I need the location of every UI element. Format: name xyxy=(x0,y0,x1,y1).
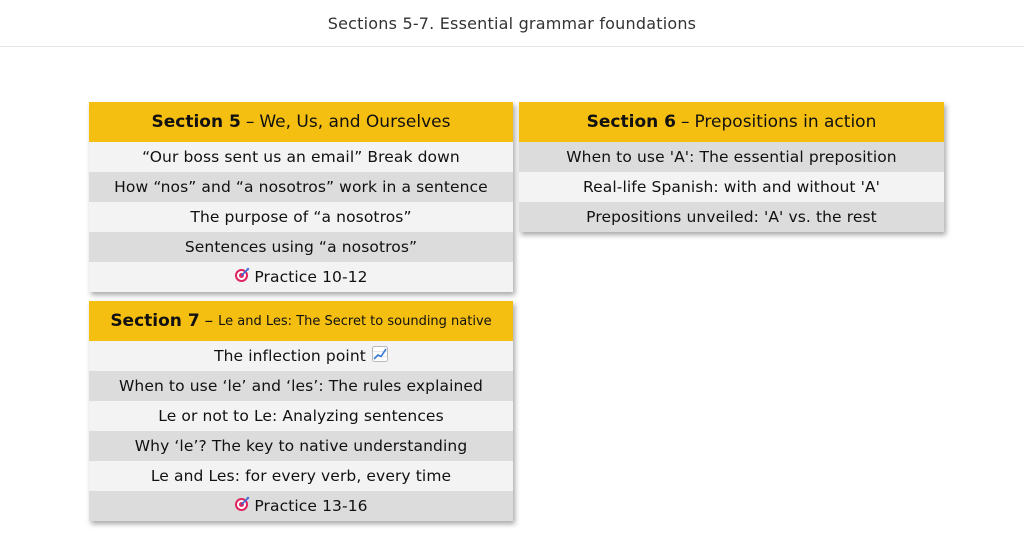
section-7-item-label: The inflection point xyxy=(214,347,366,365)
target-icon xyxy=(234,496,250,516)
target-icon xyxy=(234,267,250,287)
section-6-item[interactable]: Real-life Spanish: with and without 'A' xyxy=(519,172,944,202)
page-header xyxy=(0,0,1024,47)
section-5-practice-label: Practice 10-12 xyxy=(254,268,368,286)
section-7-card xyxy=(89,301,513,521)
section-5-item[interactable]: Sentences using “a nosotros” xyxy=(89,232,513,262)
section-7-practice-label: Practice 13-16 xyxy=(254,497,368,515)
section-5-label: Section 5 xyxy=(151,112,241,132)
section-6-item[interactable]: Prepositions unveiled: 'A' vs. the rest xyxy=(519,202,944,232)
section-6-dash: – xyxy=(680,112,690,132)
section-6-label: Section 6 xyxy=(586,112,676,132)
section-7-header xyxy=(89,301,513,341)
section-5-card xyxy=(89,102,513,292)
section-5-practice[interactable] xyxy=(89,262,513,292)
section-5-header xyxy=(89,102,513,142)
section-5-item[interactable]: How “nos” and “a nosotros” work in a sentence xyxy=(89,172,513,202)
section-7-item[interactable]: When to use ‘le’ and ‘les’: The rules explained xyxy=(89,371,513,401)
section-7-practice[interactable] xyxy=(89,491,513,521)
section-6-item[interactable]: When to use 'A': The essential preposition xyxy=(519,142,944,172)
section-6-header xyxy=(519,102,944,142)
chart-increasing-icon xyxy=(372,346,388,366)
page-title: Sections 5-7. Essential grammar foundations xyxy=(327,13,697,33)
section-7-item[interactable]: Le and Les: for every verb, every time xyxy=(89,461,513,491)
section-7-dash: – xyxy=(204,311,214,331)
section-6-card xyxy=(519,102,944,232)
section-5-item[interactable]: “Our boss sent us an email” Break down xyxy=(89,142,513,172)
section-7-subtitle: Le and Les: The Secret to sounding native xyxy=(218,313,492,329)
section-7-item[interactable]: Why ‘le’? The key to native understanding xyxy=(89,431,513,461)
section-5-subtitle: We, Us, and Ourselves xyxy=(259,112,451,132)
section-7-item[interactable] xyxy=(89,341,513,371)
section-5-item[interactable]: The purpose of “a nosotros” xyxy=(89,202,513,232)
section-6-subtitle: Prepositions in action xyxy=(694,112,877,132)
section-7-label: Section 7 xyxy=(110,311,200,331)
section-7-item[interactable]: Le or not to Le: Analyzing sentences xyxy=(89,401,513,431)
section-5-dash: – xyxy=(245,112,255,132)
